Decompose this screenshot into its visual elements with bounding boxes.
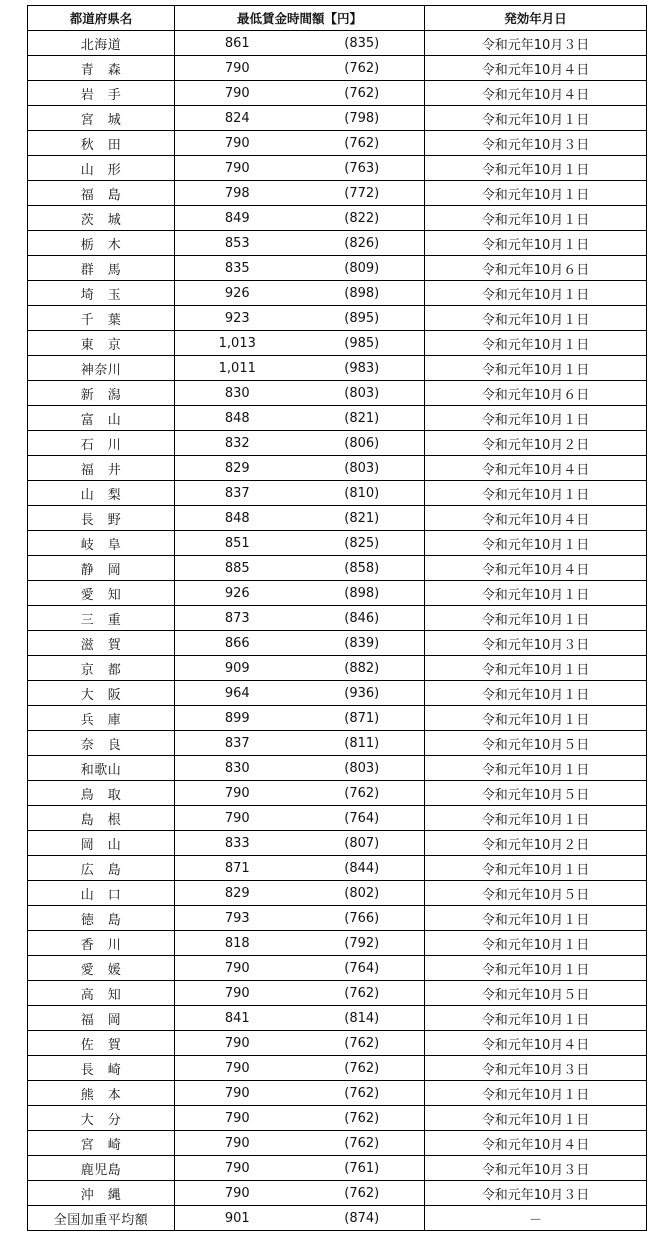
- effective-date-cell: 令和元年10月１日: [425, 1081, 647, 1106]
- previous-wage-cell: (822): [300, 206, 425, 231]
- wage-cell: 1,013: [175, 331, 300, 356]
- table-row: [28, 631, 647, 656]
- effective-date-cell: 令和元年10月３日: [425, 1056, 647, 1081]
- table-header: [28, 6, 647, 31]
- table-row: [28, 306, 647, 331]
- prefecture-cell: 宮 崎: [28, 1131, 175, 1156]
- previous-wage-cell: (839): [300, 631, 425, 656]
- table-row: [28, 481, 647, 506]
- prefecture-cell: 北海道: [28, 31, 175, 56]
- wage-cell: 798: [175, 181, 300, 206]
- table-row: [28, 1081, 647, 1106]
- previous-wage-cell: (882): [300, 656, 425, 681]
- effective-date-cell: 令和元年10月１日: [425, 1106, 647, 1131]
- prefecture-cell: 栃 木: [28, 231, 175, 256]
- wage-cell: 832: [175, 431, 300, 456]
- effective-date-cell: 令和元年10月１日: [425, 706, 647, 731]
- effective-date-cell: 令和元年10月１日: [425, 756, 647, 781]
- effective-date-cell: 令和元年10月４日: [425, 556, 647, 581]
- wage-cell: 851: [175, 531, 300, 556]
- wage-cell: 790: [175, 981, 300, 1006]
- previous-wage-cell: (844): [300, 856, 425, 881]
- previous-wage-cell: (803): [300, 381, 425, 406]
- wage-cell: 901: [175, 1206, 300, 1231]
- prefecture-cell: 福 島: [28, 181, 175, 206]
- effective-date-cell: 令和元年10月１日: [425, 181, 647, 206]
- previous-wage-cell: (871): [300, 706, 425, 731]
- effective-date-cell: 令和元年10月１日: [425, 331, 647, 356]
- wage-cell: 829: [175, 881, 300, 906]
- table-row: [28, 681, 647, 706]
- prefecture-cell: 鹿児島: [28, 1156, 175, 1181]
- table-row: [28, 856, 647, 881]
- wage-cell: 837: [175, 481, 300, 506]
- prefecture-cell: 茨 城: [28, 206, 175, 231]
- table-row: [28, 806, 647, 831]
- header-row: [28, 6, 647, 31]
- wage-cell: 926: [175, 281, 300, 306]
- prefecture-cell: 熊 本: [28, 1081, 175, 1106]
- table-row: [28, 831, 647, 856]
- effective-date-cell: 令和元年10月１日: [425, 481, 647, 506]
- wage-cell: 885: [175, 556, 300, 581]
- prefecture-cell: 愛 媛: [28, 956, 175, 981]
- table-row: [28, 56, 647, 81]
- wage-cell: 1,011: [175, 356, 300, 381]
- table-row: [28, 556, 647, 581]
- prefecture-cell: 大 分: [28, 1106, 175, 1131]
- previous-wage-cell: (762): [300, 1106, 425, 1131]
- previous-wage-cell: (764): [300, 806, 425, 831]
- table-row: [28, 256, 647, 281]
- previous-wage-cell: (764): [300, 956, 425, 981]
- previous-wage-cell: (761): [300, 1156, 425, 1181]
- previous-wage-cell: (762): [300, 1181, 425, 1206]
- table-row: [28, 731, 647, 756]
- effective-date-cell: 令和元年10月３日: [425, 1156, 647, 1181]
- prefecture-cell: 全国加重平均額: [28, 1206, 175, 1231]
- previous-wage-cell: (763): [300, 156, 425, 181]
- wage-cell: 830: [175, 756, 300, 781]
- previous-wage-cell: (762): [300, 131, 425, 156]
- previous-wage-cell: (821): [300, 406, 425, 431]
- effective-date-cell: －: [425, 1206, 647, 1231]
- previous-wage-cell: (803): [300, 756, 425, 781]
- effective-date-cell: 令和元年10月４日: [425, 1031, 647, 1056]
- wage-cell: 848: [175, 506, 300, 531]
- prefecture-cell: 埼 玉: [28, 281, 175, 306]
- previous-wage-cell: (809): [300, 256, 425, 281]
- wage-cell: 790: [175, 1081, 300, 1106]
- previous-wage-cell: (762): [300, 981, 425, 1006]
- effective-date-cell: 令和元年10月１日: [425, 106, 647, 131]
- previous-wage-cell: (821): [300, 506, 425, 531]
- previous-wage-cell: (802): [300, 881, 425, 906]
- previous-wage-cell: (762): [300, 1131, 425, 1156]
- prefecture-cell: 滋 賀: [28, 631, 175, 656]
- prefecture-cell: 高 知: [28, 981, 175, 1006]
- effective-date-cell: 令和元年10月５日: [425, 881, 647, 906]
- prefecture-cell: 長 野: [28, 506, 175, 531]
- header-wage: 最低賃金時間額【円】: [175, 6, 425, 31]
- wage-cell: 848: [175, 406, 300, 431]
- wage-cell: 853: [175, 231, 300, 256]
- table-row: [28, 581, 647, 606]
- prefecture-cell: 富 山: [28, 406, 175, 431]
- wage-cell: 818: [175, 931, 300, 956]
- prefecture-cell: 秋 田: [28, 131, 175, 156]
- minimum-wage-table: [27, 5, 647, 1231]
- effective-date-cell: 令和元年10月５日: [425, 981, 647, 1006]
- effective-date-cell: 令和元年10月１日: [425, 231, 647, 256]
- wage-cell: 866: [175, 631, 300, 656]
- previous-wage-cell: (810): [300, 481, 425, 506]
- wage-cell: 861: [175, 31, 300, 56]
- wage-cell: 793: [175, 906, 300, 931]
- effective-date-cell: 令和元年10月１日: [425, 306, 647, 331]
- table-row: [28, 531, 647, 556]
- previous-wage-cell: (825): [300, 531, 425, 556]
- effective-date-cell: 令和元年10月６日: [425, 381, 647, 406]
- effective-date-cell: 令和元年10月３日: [425, 1181, 647, 1206]
- previous-wage-cell: (814): [300, 1006, 425, 1031]
- table-row: [28, 1156, 647, 1181]
- previous-wage-cell: (762): [300, 56, 425, 81]
- prefecture-cell: 山 形: [28, 156, 175, 181]
- prefecture-cell: 広 島: [28, 856, 175, 881]
- previous-wage-cell: (766): [300, 906, 425, 931]
- wage-cell: 790: [175, 1181, 300, 1206]
- effective-date-cell: 令和元年10月１日: [425, 681, 647, 706]
- prefecture-cell: 青 森: [28, 56, 175, 81]
- previous-wage-cell: (826): [300, 231, 425, 256]
- table-body: [28, 31, 647, 1231]
- table-row: [28, 931, 647, 956]
- effective-date-cell: 令和元年10月４日: [425, 506, 647, 531]
- previous-wage-cell: (762): [300, 1031, 425, 1056]
- wage-cell: 833: [175, 831, 300, 856]
- effective-date-cell: 令和元年10月５日: [425, 731, 647, 756]
- prefecture-cell: 兵 庫: [28, 706, 175, 731]
- header-prefecture: 都道府県名: [28, 6, 175, 31]
- effective-date-cell: 令和元年10月３日: [425, 131, 647, 156]
- prefecture-cell: 山 梨: [28, 481, 175, 506]
- table-row: [28, 81, 647, 106]
- effective-date-cell: 令和元年10月１日: [425, 206, 647, 231]
- wage-cell: 829: [175, 456, 300, 481]
- previous-wage-cell: (985): [300, 331, 425, 356]
- prefecture-cell: 沖 縄: [28, 1181, 175, 1206]
- table-row: [28, 606, 647, 631]
- prefecture-cell: 徳 島: [28, 906, 175, 931]
- prefecture-cell: 東 京: [28, 331, 175, 356]
- prefecture-cell: 宮 城: [28, 106, 175, 131]
- wage-cell: 790: [175, 781, 300, 806]
- wage-cell: 873: [175, 606, 300, 631]
- effective-date-cell: 令和元年10月１日: [425, 356, 647, 381]
- table-row: [28, 1131, 647, 1156]
- header-date: 発効年月日: [425, 6, 647, 31]
- wage-cell: 830: [175, 381, 300, 406]
- prefecture-cell: 新 潟: [28, 381, 175, 406]
- wage-cell: 790: [175, 1056, 300, 1081]
- table-row: [28, 431, 647, 456]
- effective-date-cell: 令和元年10月１日: [425, 606, 647, 631]
- prefecture-cell: 岩 手: [28, 81, 175, 106]
- prefecture-cell: 神奈川: [28, 356, 175, 381]
- effective-date-cell: 令和元年10月１日: [425, 581, 647, 606]
- effective-date-cell: 令和元年10月４日: [425, 56, 647, 81]
- wage-cell: 849: [175, 206, 300, 231]
- previous-wage-cell: (762): [300, 81, 425, 106]
- prefecture-cell: 岡 山: [28, 831, 175, 856]
- wage-cell: 790: [175, 1106, 300, 1131]
- previous-wage-cell: (835): [300, 31, 425, 56]
- table-row: [28, 31, 647, 56]
- wage-cell: 790: [175, 131, 300, 156]
- prefecture-cell: 山 口: [28, 881, 175, 906]
- wage-cell: 899: [175, 706, 300, 731]
- wage-cell: 790: [175, 1031, 300, 1056]
- prefecture-cell: 福 岡: [28, 1006, 175, 1031]
- wage-cell: 871: [175, 856, 300, 881]
- prefecture-cell: 千 葉: [28, 306, 175, 331]
- previous-wage-cell: (762): [300, 781, 425, 806]
- table-row: [28, 781, 647, 806]
- wage-cell: 926: [175, 581, 300, 606]
- prefecture-cell: 香 川: [28, 931, 175, 956]
- table-row: [28, 1006, 647, 1031]
- prefecture-cell: 奈 良: [28, 731, 175, 756]
- table-row: [28, 331, 647, 356]
- table-row: [28, 881, 647, 906]
- effective-date-cell: 令和元年10月４日: [425, 456, 647, 481]
- wage-cell: 790: [175, 806, 300, 831]
- previous-wage-cell: (798): [300, 106, 425, 131]
- wage-cell: 835: [175, 256, 300, 281]
- effective-date-cell: 令和元年10月３日: [425, 631, 647, 656]
- table-row: [28, 456, 647, 481]
- effective-date-cell: 令和元年10月１日: [425, 956, 647, 981]
- effective-date-cell: 令和元年10月１日: [425, 531, 647, 556]
- previous-wage-cell: (762): [300, 1056, 425, 1081]
- effective-date-cell: 令和元年10月４日: [425, 1131, 647, 1156]
- effective-date-cell: 令和元年10月１日: [425, 406, 647, 431]
- wage-cell: 841: [175, 1006, 300, 1031]
- prefecture-cell: 静 岡: [28, 556, 175, 581]
- table-row: [28, 756, 647, 781]
- previous-wage-cell: (898): [300, 281, 425, 306]
- wage-cell: 909: [175, 656, 300, 681]
- previous-wage-cell: (936): [300, 681, 425, 706]
- wage-cell: 790: [175, 1131, 300, 1156]
- table-row: [28, 1056, 647, 1081]
- previous-wage-cell: (807): [300, 831, 425, 856]
- table-row: [28, 181, 647, 206]
- effective-date-cell: 令和元年10月１日: [425, 156, 647, 181]
- previous-wage-cell: (803): [300, 456, 425, 481]
- previous-wage-cell: (898): [300, 581, 425, 606]
- previous-wage-cell: (811): [300, 731, 425, 756]
- effective-date-cell: 令和元年10月６日: [425, 256, 647, 281]
- prefecture-cell: 長 崎: [28, 1056, 175, 1081]
- prefecture-cell: 和歌山: [28, 756, 175, 781]
- effective-date-cell: 令和元年10月１日: [425, 1006, 647, 1031]
- table-row: [28, 281, 647, 306]
- effective-date-cell: 令和元年10月２日: [425, 431, 647, 456]
- table-row: [28, 1181, 647, 1206]
- wage-cell: 790: [175, 56, 300, 81]
- prefecture-cell: 三 重: [28, 606, 175, 631]
- previous-wage-cell: (762): [300, 1081, 425, 1106]
- previous-wage-cell: (806): [300, 431, 425, 456]
- table-row: [28, 231, 647, 256]
- prefecture-cell: 島 根: [28, 806, 175, 831]
- table-row: [28, 906, 647, 931]
- table-row: [28, 356, 647, 381]
- table-row: [28, 106, 647, 131]
- previous-wage-cell: (895): [300, 306, 425, 331]
- prefecture-cell: 佐 賀: [28, 1031, 175, 1056]
- table-row: [28, 656, 647, 681]
- effective-date-cell: 令和元年10月１日: [425, 856, 647, 881]
- previous-wage-cell: (846): [300, 606, 425, 631]
- prefecture-cell: 群 馬: [28, 256, 175, 281]
- prefecture-cell: 岐 阜: [28, 531, 175, 556]
- table-row: [28, 1106, 647, 1131]
- wage-cell: 790: [175, 81, 300, 106]
- previous-wage-cell: (874): [300, 1206, 425, 1231]
- table-row: [28, 156, 647, 181]
- wage-cell: 964: [175, 681, 300, 706]
- table-row: [28, 956, 647, 981]
- effective-date-cell: 令和元年10月１日: [425, 281, 647, 306]
- effective-date-cell: 令和元年10月１日: [425, 656, 647, 681]
- wage-cell: 790: [175, 156, 300, 181]
- prefecture-cell: 鳥 取: [28, 781, 175, 806]
- previous-wage-cell: (983): [300, 356, 425, 381]
- previous-wage-cell: (858): [300, 556, 425, 581]
- effective-date-cell: 令和元年10月５日: [425, 781, 647, 806]
- wage-cell: 923: [175, 306, 300, 331]
- prefecture-cell: 石 川: [28, 431, 175, 456]
- table-row: [28, 981, 647, 1006]
- effective-date-cell: 令和元年10月１日: [425, 931, 647, 956]
- effective-date-cell: 令和元年10月３日: [425, 31, 647, 56]
- wage-cell: 790: [175, 1156, 300, 1181]
- prefecture-cell: 福 井: [28, 456, 175, 481]
- effective-date-cell: 令和元年10月４日: [425, 81, 647, 106]
- wage-cell: 837: [175, 731, 300, 756]
- table-row: [28, 206, 647, 231]
- wage-cell: 824: [175, 106, 300, 131]
- table-row: [28, 1206, 647, 1231]
- previous-wage-cell: (792): [300, 931, 425, 956]
- table-row: [28, 506, 647, 531]
- table-row: [28, 381, 647, 406]
- prefecture-cell: 京 都: [28, 656, 175, 681]
- effective-date-cell: 令和元年10月１日: [425, 906, 647, 931]
- effective-date-cell: 令和元年10月２日: [425, 831, 647, 856]
- previous-wage-cell: (772): [300, 181, 425, 206]
- effective-date-cell: 令和元年10月１日: [425, 806, 647, 831]
- table-row: [28, 131, 647, 156]
- table-row: [28, 406, 647, 431]
- prefecture-cell: 大 阪: [28, 681, 175, 706]
- wage-cell: 790: [175, 956, 300, 981]
- table-row: [28, 706, 647, 731]
- prefecture-cell: 愛 知: [28, 581, 175, 606]
- table-row: [28, 1031, 647, 1056]
